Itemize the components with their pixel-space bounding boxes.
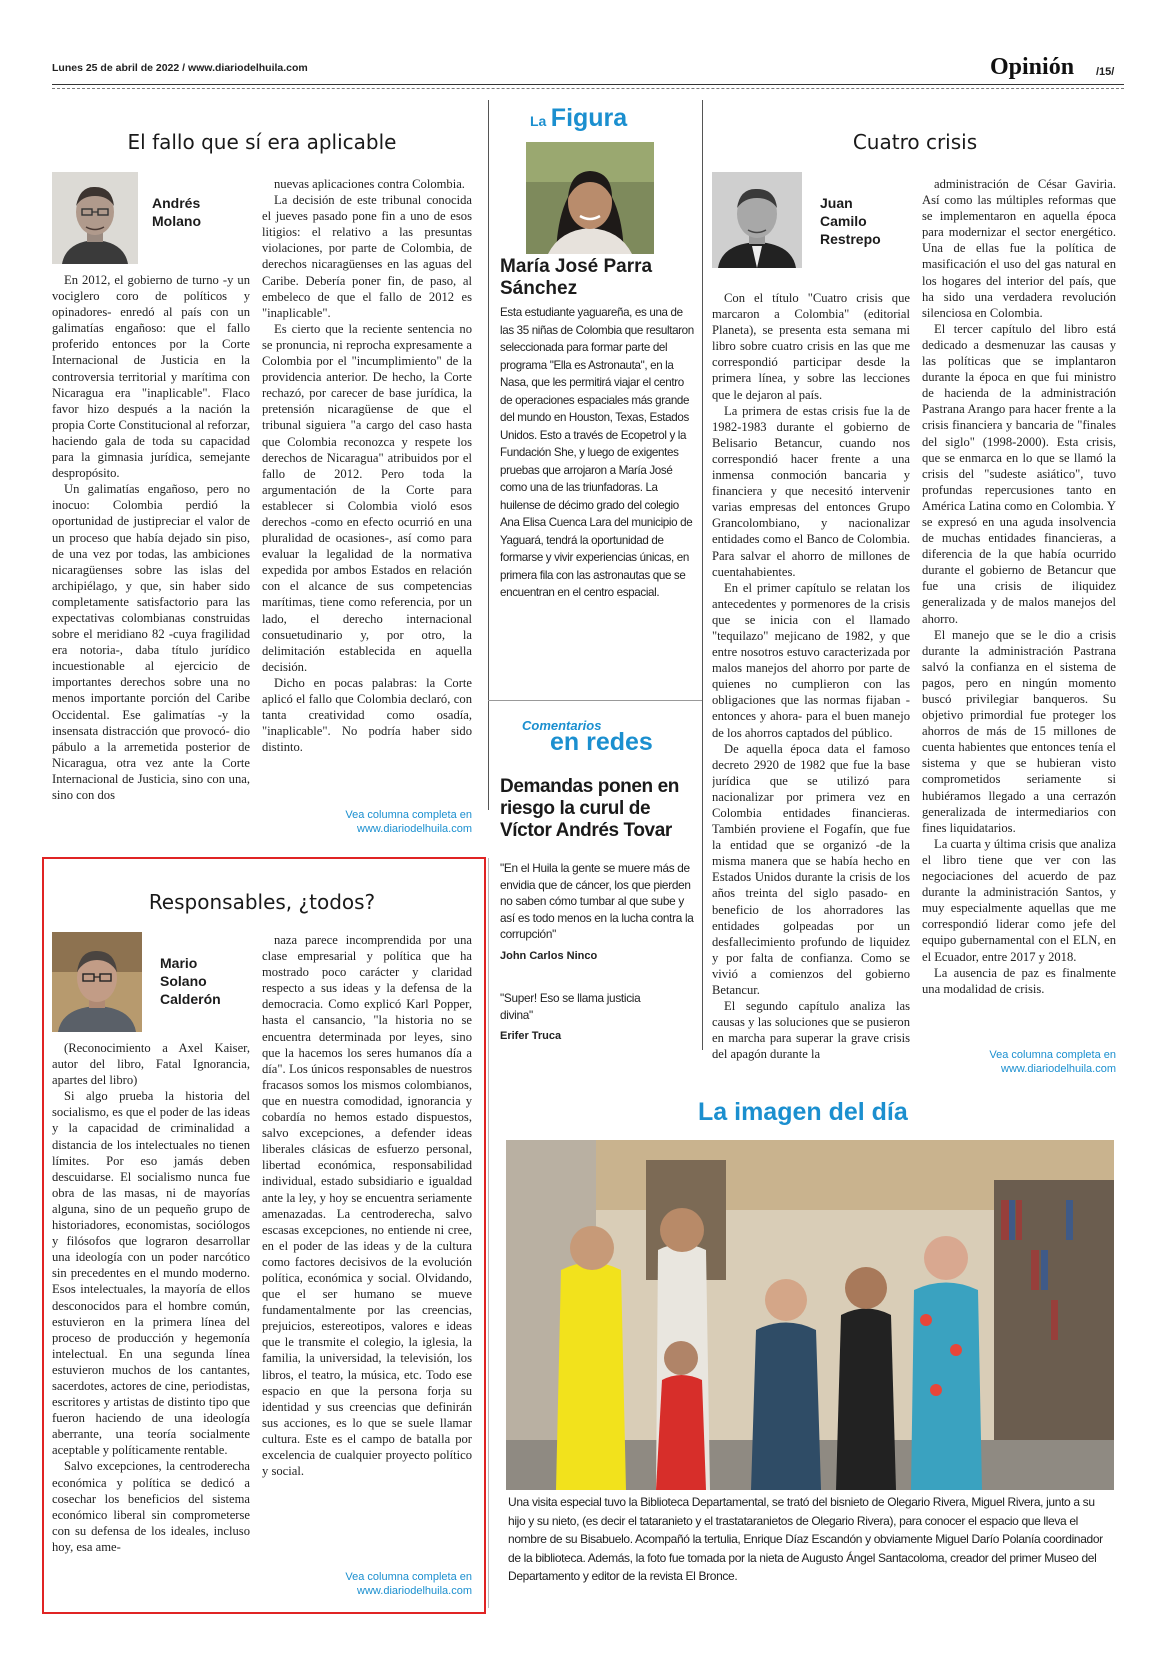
article-body-responsables-right	[262, 932, 472, 1552]
author-name-andres-molano: Andrés Molano	[152, 195, 201, 229]
article-title-responsables: Responsables, ¿todos?	[148, 890, 376, 914]
article-body-responsables-left	[52, 1040, 250, 1570]
paragraph: El tercer capítulo del libro está dedicado a desmenuzar las causas y las políticas que se implantaron durante la época en que fui ministro de hacienda de la administración Pastrana Arango para hacer frente a la crisis financiera y bancaria de "finales del siglo" (1998-2000). Esta crisis, que se enmarca en lo que se llamó la crisis del "sudeste asiático", tuvo profundas repercusiones tanto en América Latina como en Colombia. Y se expresó en una aguda insolvencia de muchas entidades financieras, a diferencia de la que había ocurrido durante el gobierno de Betancur que fue una crisis de iliquidez generalizada y de malos manejos del ahorro.	[922, 321, 1116, 626]
paragraph: La decisión de este tribunal conocida el jueves pasado pone fin a uno de esos litigios: el relativo a las presuntas violaciones, por parte de Colombia, de derechos nicaragüenses en las aguas del Caribe. Debería poner fin, de paso, al embeleco de que el fallo de 2012 es "inaplicable".	[262, 193, 472, 320]
paragraph: En el primer capítulo se relatan los antecedentes y pormenores de la crisis que se inicia con el llamado "tequilazo" mejicano de 1982, y que entre nosotros estuvo caracterizada por malos manejos del ahorro por parte de quienes no cumplieron con las obligaciones que las normas fijaban -entonces y ahora- para el buen manejo de los ahorros captados del público.	[712, 580, 910, 740]
paragraph: El manejo que se le dio a crisis durante la administración Pastrana salvó la confianza en el sistema de pagos, pero en ningún momento buscó privilegiar banqueros. Su objetivo primordial fue proteger los ahorros de más de 15 millones de cuenta habientes que entonces tenía el sistema y que se hubieran visto comprometidos seriamente si hubiéramos llegado a una cerrazón generalizada de intermediarios con fines liquidatarios.	[922, 627, 1116, 835]
figura-text: Esta estudiante yaguareña, es una de las 35 niñas de Colombia que resultaron seleccionada para formar parte del programa "Ella es Astronauta", en la Nasa, que les permitirá viajar el centro de operaciones espaciales más grande del mundo en Houston, Texas, Estados Unidos. Esto a través de Ecopetrol y la Fundación She, y luego de exigentes pruebas que arrojaron a María José como una de las triunfadoras. La huilense de décimo grado del colegio Ana Elisa Cuenca Lara del municipio de Yaguará, tendrá la oportunidad de formarse y vivir experiencias únicas, en primera fila con las astronautas que se encuentran en el centro espacial.	[500, 306, 694, 599]
redes-label-top: Comentarios	[522, 718, 602, 733]
paragraph: La primera de estas crisis fue la de 1982-1983 durante el gobierno de Belisario Betancur, cuando nos correspondió hacer frente a una inmensa conmoción bancaria y financiera y que necesitó intervenir varias empresas del entonces Grupo Grancolombiano, y nacionalizar entidades como el Banco de Colombia. Para salvar el ahorro de millones de cuentahabientes.	[712, 403, 910, 579]
figura-heading: La Figura	[530, 104, 628, 132]
issue-date-site: Lunes 25 de abril de 2022 / www.diariodelhuila.com	[52, 62, 308, 74]
paragraph: naza parece incomprendida por una clase empresarial y política que ha mostrado poco carácter y claridad respecto a sus ideas y la defensa de la democracia. Como explicó Karl Popper, hasta el cansancio, "la historia no se encuentra determinada por leyes, sino que la hacemos los seres humanos día a día". Los únicos responsables de nuestros fracasos somos los mismos colombianos, que en nuestra comodidad, ignorancia y cobardía no hemos estado dispuestos, salvo excepciones, a defender ideas liberales clásicas de esfuerzo personal, libertad económica, responsabilidad individual, estado subsidiario e igualdad ante la ley, y hoy se encuentra seriamente amenazadas. La centroderecha, salvo escasas excepciones, no entiende ni cree, en el poder de las ideas y de la cultura como factores decisivos de la evolución política, económica y social. Olvidando, que el ser humano se mueve fundamentalmente por las creencias, prejuicios, estereotipos, valores e ideas que le transmite el colegio, la iglesia, la familia, la universidad, la televisión, los libros, el teatro, la música, etc. Todo ese espacio en que la persona forja su identidad y sus creencias que definirán sus acciones, es lo que se suele llamar cultura. Este es el campo de batalla por excelencia de cualquier proyecto político y social.	[262, 933, 472, 1479]
redes-quote-2: "Super! Eso se llama justicia divina"	[500, 991, 641, 1022]
paragraph: El segundo capítulo analiza las causas y las soluciones que se pusieron en marcha para superar la grave crisis del apagón durante la	[712, 999, 910, 1062]
imagen-caption: Una visita especial tuvo la Biblioteca Departamental, se trató del bisnieto de Olegario Rivera, Miguel Rivera, junto a su hijo y su nieto, (es decir el tataranieto y el trastataranietos de Olegario Rivera), para conocer el espacio que lleva el nombre de su Bisabuelo. Acompañó la tertulia, Enrique Díaz Escandón y obviamente Miguel Darío Polanía coordinador de la biblioteca. Además, la foto fue tomada por la nieta de Augusto Ángel Santacoloma, creador del primer Museo del Departamento y editor de la revista El Bronce.	[508, 1495, 1103, 1583]
paragraph: nuevas aplicaciones contra Colombia.	[274, 177, 465, 191]
paragraph: Es cierto que la reciente sentencia no se pronuncia, ni reprocha expresamente a Colombia por el "incumplimiento" de la providencia anterior. De hecho, la Corte rechazó, por carecer de base jurídica, la pretensión nicaragüense de que el tribunal siguiera "a cargo del caso hasta que Colombia reconozca y respete los derechos de Nicaragua" atribuidos por el fallo de 2012. Pero toda la argumentación de la Corte para establecer si Colombia violó esos derechos -como en efecto ocurrió en una pluralidad de ocasiones-, así como para evaluar la legalidad de la normativa expedida por ambos Estados en relación con el alcance de sus competencias marítimas, tiene como referencia, por un lado, el derecho internacional consuetudinario y, por otro, la delimitación establecida en aquella decisión.	[262, 321, 472, 674]
author-photo-mario-solano	[52, 932, 142, 1032]
author-name-juan-camilo: Juan Camilo Restrepo	[820, 195, 881, 247]
photo-maria-jose	[526, 142, 654, 254]
paragraph: De aquella época data el famoso decreto 2920 de 1982 que fue la base jurídica que se utilizó para nacionalizar por primera vez en Colombia entidades financieras. También proviene el Fogafín, que fue la entidad que se organizó -de la misma manera que se había hecho en Estados Unidos durante la crisis de los años treinta del siglo pasado- en beneficio de los ahorradores las entidades golpeadas por un desfallecimiento profundo de liquidez y por falta de confianza. Como se vivió a comienzos del gobierno Betancur.	[712, 741, 910, 998]
column-divider-left	[488, 100, 489, 810]
article-body-fallo-right	[262, 176, 472, 776]
imagen-del-dia-title: La imagen del día	[698, 1098, 908, 1126]
photo-biblioteca-visit	[506, 1140, 1114, 1490]
author-photo-juan-camilo	[712, 172, 802, 268]
author-photo-andres-molano	[52, 172, 138, 264]
article-body-fallo-left	[52, 272, 250, 822]
paragraph: La ausencia de paz es finalmente una modalidad de crisis.	[922, 965, 1116, 996]
paragraph: Dicho en pocas palabras: la Corte aplicó el fallo que Colombia declaró, con tanta creatividad como osadía, "inaplicable". No podría haber sido distinto.	[262, 675, 472, 755]
more-link-fallo[interactable]: Vea columna completa en www.diariodelhuila.com	[345, 809, 472, 835]
article-body-crisis-right	[922, 176, 1116, 1046]
figura-name: María José Parra Sánchez	[500, 256, 653, 299]
redes-quote-1: "En el Huila la gente se muere más de envidia que de cáncer, los que pierden no saben cómo tumbar al que sube y así es todo menos en la lucha contra la corrupción"	[500, 861, 694, 941]
paragraph: (Reconocimiento a Axel Kaiser, autor del libro, Fatal Ignorancia, apartes del libro)	[52, 1041, 250, 1088]
header-rule	[52, 84, 1124, 85]
more-link-crisis[interactable]: Vea columna completa en www.diariodelhuila.com	[989, 1049, 1116, 1075]
author-name-mario-solano: Mario Solano Calderón	[160, 955, 221, 1007]
article-body-crisis-left	[712, 290, 910, 1070]
redes-label-bottom: en redes	[550, 728, 653, 756]
redes-author-1: John Carlos Ninco	[500, 950, 598, 962]
page-number: /15/	[1096, 66, 1115, 78]
article-title-crisis: Cuatro crisis	[852, 130, 978, 154]
figura-redes-divider	[488, 700, 702, 701]
section-name: Opinión	[990, 54, 1075, 80]
redes-author-2: Erifer Truca	[500, 1030, 562, 1042]
paragraph: La cuarta y última crisis que analiza el libro tiene que ver con las negociaciones del acuerdo de paz durante la administración Santos, y muy especialmente aquellas que me correspondió liderar como jefe del equipo gubernamental con el ELN, en el Ecuador, entre 2017 y 2018.	[922, 836, 1116, 964]
paragraph: administración de César Gaviria. Así como las múltiples reformas que se implementaron en aquella época para modernizar el sector energético. Una de ellas fue la política de masificación el uso del gas natural en los hogares del interior del país, que ha sido una verdadera revolución silenciosa en Colombia.	[922, 177, 1116, 320]
header-rule-dashed	[52, 88, 1124, 89]
paragraph: Un galimatías engañoso, pero no inocuo: Colombia perdió la oportunidad de justipreciar el valor de un proceso que había dejado sin piso, de una vez por todas, las ambiciones nicaragüenses sobre las islas del archipiélago, y que, sin haber sido completamente satisfactorio para las expectativas colombianas construidas sobre el meridiano 82 -cuya fragilidad era notoria-, daba título jurídico incuestionable al ejercicio de importantes derechos sobre una no menos importante porción del Caribe Occidental. Ese galimatías -y la insensata distracción que provocó- dio pábulo a la arremetida posterior de Nicaragua, otra vez ante la Corte Internacional de Justicia, sino con una, sino con dos	[52, 482, 250, 802]
paragraph: Salvo excepciones, la centroderecha económica y política se dedicó a cosechar los beneficios del sistema económico liberal sin comprometerse con su defensa de los ideales, incluso hoy, esa ame-	[52, 1459, 250, 1554]
paragraph: Si algo prueba la historia del socialismo, es que el poder de las ideas y la capacidad de criminalidad a distancia de los intelectuales no tienen límites. Por eso jamás deben descuidarse. El socialismo nunca fue obra de las masas, ni de mayorías alguna, sino de un pequeño grupo de historiadores, economistas, sociólogos y filósofos que lograron desarrollar una ideología con un poder narcótico sin precedentes en el mundo moderno. Esos intelectuales, la mayoría de ellos desconocidos para el hombre común, estuvieron en la primera línea del proceso de producción y hegemonía intelectual. En una segunda línea estuvieron muchos de los cantantes, sacerdotes, actores de cine, periodistas, escritores y artistas de distinto tipo que fueron haciendo de una ideología aberrante, una teoría socialmente aceptable y políticamente rentable.	[52, 1089, 250, 1458]
column-divider-right	[702, 100, 703, 1050]
paragraph: En 2012, el gobierno de turno -y un vociglero coro de políticos y opinadores- enredó al país con un galimatías engañoso: que el fallo proferido entonces por la Corte Internacional de Justicia en la controversia territorial y marítima con Nicaragua era "inaplicable". Flaco favor hizo después a la nación la propia Corte Constitucional al reforzar, haciendo gala de toda su capacidad para la gimnasia jurídica, semejante despropósito.	[52, 273, 250, 481]
paragraph: Con el título "Cuatro crisis que marcaron a Colombia" (editorial Planeta), se presenta esta semana mi libro sobre cuatro crisis en las que me correspondió participar desde la primera línea, y sobre las lecciones que le dejaron al país.	[712, 291, 910, 402]
column-divider-left-lower	[488, 858, 489, 1608]
more-link-responsables[interactable]: Vea columna completa en www.diariodelhuila.com	[345, 1571, 472, 1597]
article-title-fallo: El fallo que sí era aplicable	[127, 130, 397, 154]
redes-headline: Demandas ponen en riesgo la curul de Víctor Andrés Tovar	[500, 776, 680, 841]
